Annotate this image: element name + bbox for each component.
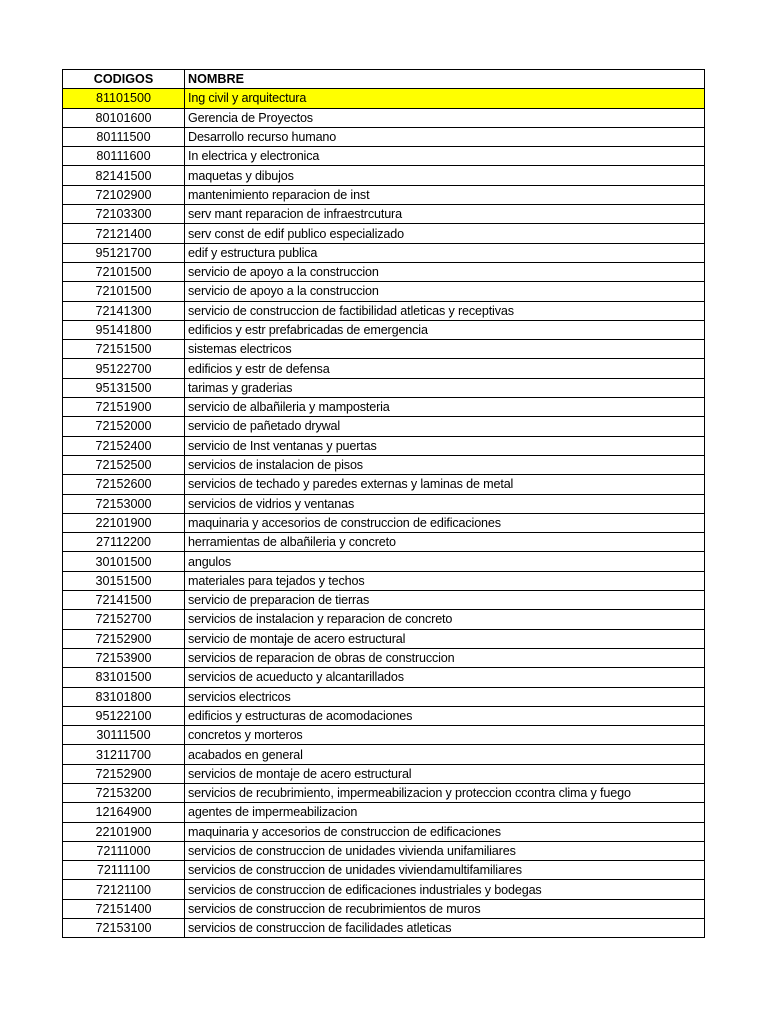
code-cell[interactable]: 72153000: [63, 494, 185, 513]
table-row: [63, 822, 705, 841]
name-cell[interactable]: edificios y estr de defensa: [185, 359, 705, 378]
name-cell[interactable]: maquetas y dibujos: [185, 166, 705, 185]
code-cell[interactable]: 72152600: [63, 475, 185, 494]
code-cell[interactable]: 72101500: [63, 262, 185, 281]
name-cell[interactable]: servicios de construccion de unidades viviendamultifamiliares: [185, 861, 705, 880]
table-row: [63, 668, 705, 687]
name-cell[interactable]: servicio de construccion de factibilidad atleticas y receptivas: [185, 301, 705, 320]
code-cell[interactable]: 72141500: [63, 591, 185, 610]
table-row: [63, 262, 705, 281]
table-row: [63, 513, 705, 532]
name-cell[interactable]: serv mant reparacion de infraestrcutura: [185, 205, 705, 224]
code-cell[interactable]: 31211700: [63, 745, 185, 764]
code-cell[interactable]: 95131500: [63, 378, 185, 397]
table-row: [63, 127, 705, 146]
code-cell[interactable]: 12164900: [63, 803, 185, 822]
code-cell[interactable]: 72111100: [63, 861, 185, 880]
table-row: [63, 301, 705, 320]
name-cell[interactable]: sistemas electricos: [185, 340, 705, 359]
code-cell[interactable]: 95122100: [63, 706, 185, 725]
table-row: [63, 533, 705, 552]
table-row: [63, 591, 705, 610]
name-cell[interactable]: servicios de construccion de facilidades atleticas: [185, 919, 705, 938]
table-body: [63, 89, 705, 938]
name-cell[interactable]: servicios de instalacion y reparacion de concreto: [185, 610, 705, 629]
name-cell[interactable]: servicio de preparacion de tierras: [185, 591, 705, 610]
name-cell[interactable]: Desarrollo recurso humano: [185, 127, 705, 146]
table-row: [63, 861, 705, 880]
name-cell[interactable]: servicios de reparacion de obras de construccion: [185, 648, 705, 667]
table-row: [63, 417, 705, 436]
name-cell[interactable]: servicios de construccion de edificaciones industriales y bodegas: [185, 880, 705, 899]
table-row: [63, 185, 705, 204]
name-cell[interactable]: servicio de montaje de acero estructural: [185, 629, 705, 648]
table-row: [63, 764, 705, 783]
name-cell[interactable]: servicios de recubrimiento, impermeabilizacion y proteccion ccontra clima y fuego: [185, 783, 705, 802]
code-cell[interactable]: 72152900: [63, 764, 185, 783]
name-cell[interactable]: servicio de pañetado drywal: [185, 417, 705, 436]
name-cell[interactable]: angulos: [185, 552, 705, 571]
name-cell[interactable]: Ing civil y arquitectura: [185, 89, 705, 108]
table-row: [63, 398, 705, 417]
name-cell[interactable]: servicio de apoyo a la construccion: [185, 282, 705, 301]
table-row: [63, 166, 705, 185]
name-cell[interactable]: servicios de construccion de recubrimientos de muros: [185, 899, 705, 918]
table-row: [63, 919, 705, 938]
table-row: [63, 147, 705, 166]
table-row: [63, 243, 705, 262]
name-cell[interactable]: concretos y morteros: [185, 726, 705, 745]
code-cell[interactable]: 72152700: [63, 610, 185, 629]
name-cell[interactable]: servicios de montaje de acero estructural: [185, 764, 705, 783]
table-row: [63, 224, 705, 243]
name-cell[interactable]: edificios y estr prefabricadas de emergencia: [185, 320, 705, 339]
table-row: [63, 841, 705, 860]
name-cell[interactable]: agentes de impermeabilizacion: [185, 803, 705, 822]
table-row: [63, 648, 705, 667]
table-row: [63, 205, 705, 224]
name-cell[interactable]: herramientas de albañileria y concreto: [185, 533, 705, 552]
code-cell[interactable]: 95122700: [63, 359, 185, 378]
name-cell[interactable]: servicios de instalacion de pisos: [185, 455, 705, 474]
codes-table: [62, 69, 705, 938]
header-nombre[interactable]: NOMBRE: [185, 70, 705, 89]
code-cell[interactable]: 95121700: [63, 243, 185, 262]
table-row: [63, 783, 705, 802]
code-cell[interactable]: 95141800: [63, 320, 185, 339]
name-cell[interactable]: servicio de albañileria y mamposteria: [185, 398, 705, 417]
code-cell[interactable]: 83101500: [63, 668, 185, 687]
name-cell[interactable]: In electrica y electronica: [185, 147, 705, 166]
code-cell[interactable]: 30151500: [63, 571, 185, 590]
code-cell[interactable]: 72152400: [63, 436, 185, 455]
table-row: [63, 340, 705, 359]
name-cell[interactable]: serv const de edif publico especializado: [185, 224, 705, 243]
name-cell[interactable]: materiales para tejados y techos: [185, 571, 705, 590]
code-cell[interactable]: 72152500: [63, 455, 185, 474]
table-row: [63, 610, 705, 629]
table-row: [63, 475, 705, 494]
code-cell[interactable]: 30111500: [63, 726, 185, 745]
table-row: [63, 803, 705, 822]
name-cell[interactable]: servicios de techado y paredes externas y laminas de metal: [185, 475, 705, 494]
code-cell[interactable]: 72102900: [63, 185, 185, 204]
code-cell[interactable]: 72153900: [63, 648, 185, 667]
code-cell[interactable]: 72151900: [63, 398, 185, 417]
table-row: [63, 494, 705, 513]
table-row: [63, 687, 705, 706]
code-cell[interactable]: 72153100: [63, 919, 185, 938]
name-cell[interactable]: servicios electricos: [185, 687, 705, 706]
name-cell[interactable]: edificios y estructuras de acomodaciones: [185, 706, 705, 725]
code-cell[interactable]: 72121400: [63, 224, 185, 243]
header-codigos[interactable]: CODIGOS: [63, 70, 185, 89]
code-cell[interactable]: 30101500: [63, 552, 185, 571]
name-cell[interactable]: mantenimiento reparacion de inst: [185, 185, 705, 204]
table-row: [63, 282, 705, 301]
name-cell[interactable]: servicio de apoyo a la construccion: [185, 262, 705, 281]
table-row: [63, 436, 705, 455]
name-cell[interactable]: servicio de Inst ventanas y puertas: [185, 436, 705, 455]
table-row: [63, 108, 705, 127]
name-cell[interactable]: maquinaria y accesorios de construccion de edificaciones: [185, 822, 705, 841]
code-cell[interactable]: 81101500: [63, 89, 185, 108]
header-row: [63, 70, 705, 89]
code-cell[interactable]: 72152000: [63, 417, 185, 436]
table-row: [63, 320, 705, 339]
code-cell[interactable]: 72141300: [63, 301, 185, 320]
code-cell[interactable]: 72152900: [63, 629, 185, 648]
code-cell[interactable]: 80111600: [63, 147, 185, 166]
code-cell[interactable]: 80111500: [63, 127, 185, 146]
table-row: [63, 552, 705, 571]
name-cell[interactable]: servicios de acueducto y alcantarillados: [185, 668, 705, 687]
code-cell[interactable]: 80101600: [63, 108, 185, 127]
name-cell[interactable]: edif y estructura publica: [185, 243, 705, 262]
name-cell[interactable]: servicios de vidrios y ventanas: [185, 494, 705, 513]
code-cell[interactable]: 83101800: [63, 687, 185, 706]
name-cell[interactable]: servicios de construccion de unidades vivienda unifamiliares: [185, 841, 705, 860]
table-row: [63, 571, 705, 590]
code-cell[interactable]: 72101500: [63, 282, 185, 301]
table-row: [63, 89, 705, 108]
code-cell[interactable]: 72153200: [63, 783, 185, 802]
table-row: [63, 726, 705, 745]
code-cell[interactable]: 82141500: [63, 166, 185, 185]
name-cell[interactable]: acabados en general: [185, 745, 705, 764]
table-row: [63, 899, 705, 918]
spreadsheet-area: [62, 69, 704, 938]
name-cell[interactable]: Gerencia de Proyectos: [185, 108, 705, 127]
code-cell[interactable]: 22101900: [63, 513, 185, 532]
table-row: [63, 880, 705, 899]
table-row: [63, 629, 705, 648]
code-cell[interactable]: 27112200: [63, 533, 185, 552]
table-row: [63, 455, 705, 474]
code-cell[interactable]: 72151400: [63, 899, 185, 918]
code-cell[interactable]: 72111000: [63, 841, 185, 860]
name-cell[interactable]: maquinaria y accesorios de construccion de edificaciones: [185, 513, 705, 532]
table-row: [63, 706, 705, 725]
table-row: [63, 378, 705, 397]
code-cell[interactable]: 72103300: [63, 205, 185, 224]
code-cell[interactable]: 72121100: [63, 880, 185, 899]
name-cell[interactable]: tarimas y graderias: [185, 378, 705, 397]
code-cell[interactable]: 72151500: [63, 340, 185, 359]
table-row: [63, 359, 705, 378]
code-cell[interactable]: 22101900: [63, 822, 185, 841]
table-row: [63, 745, 705, 764]
